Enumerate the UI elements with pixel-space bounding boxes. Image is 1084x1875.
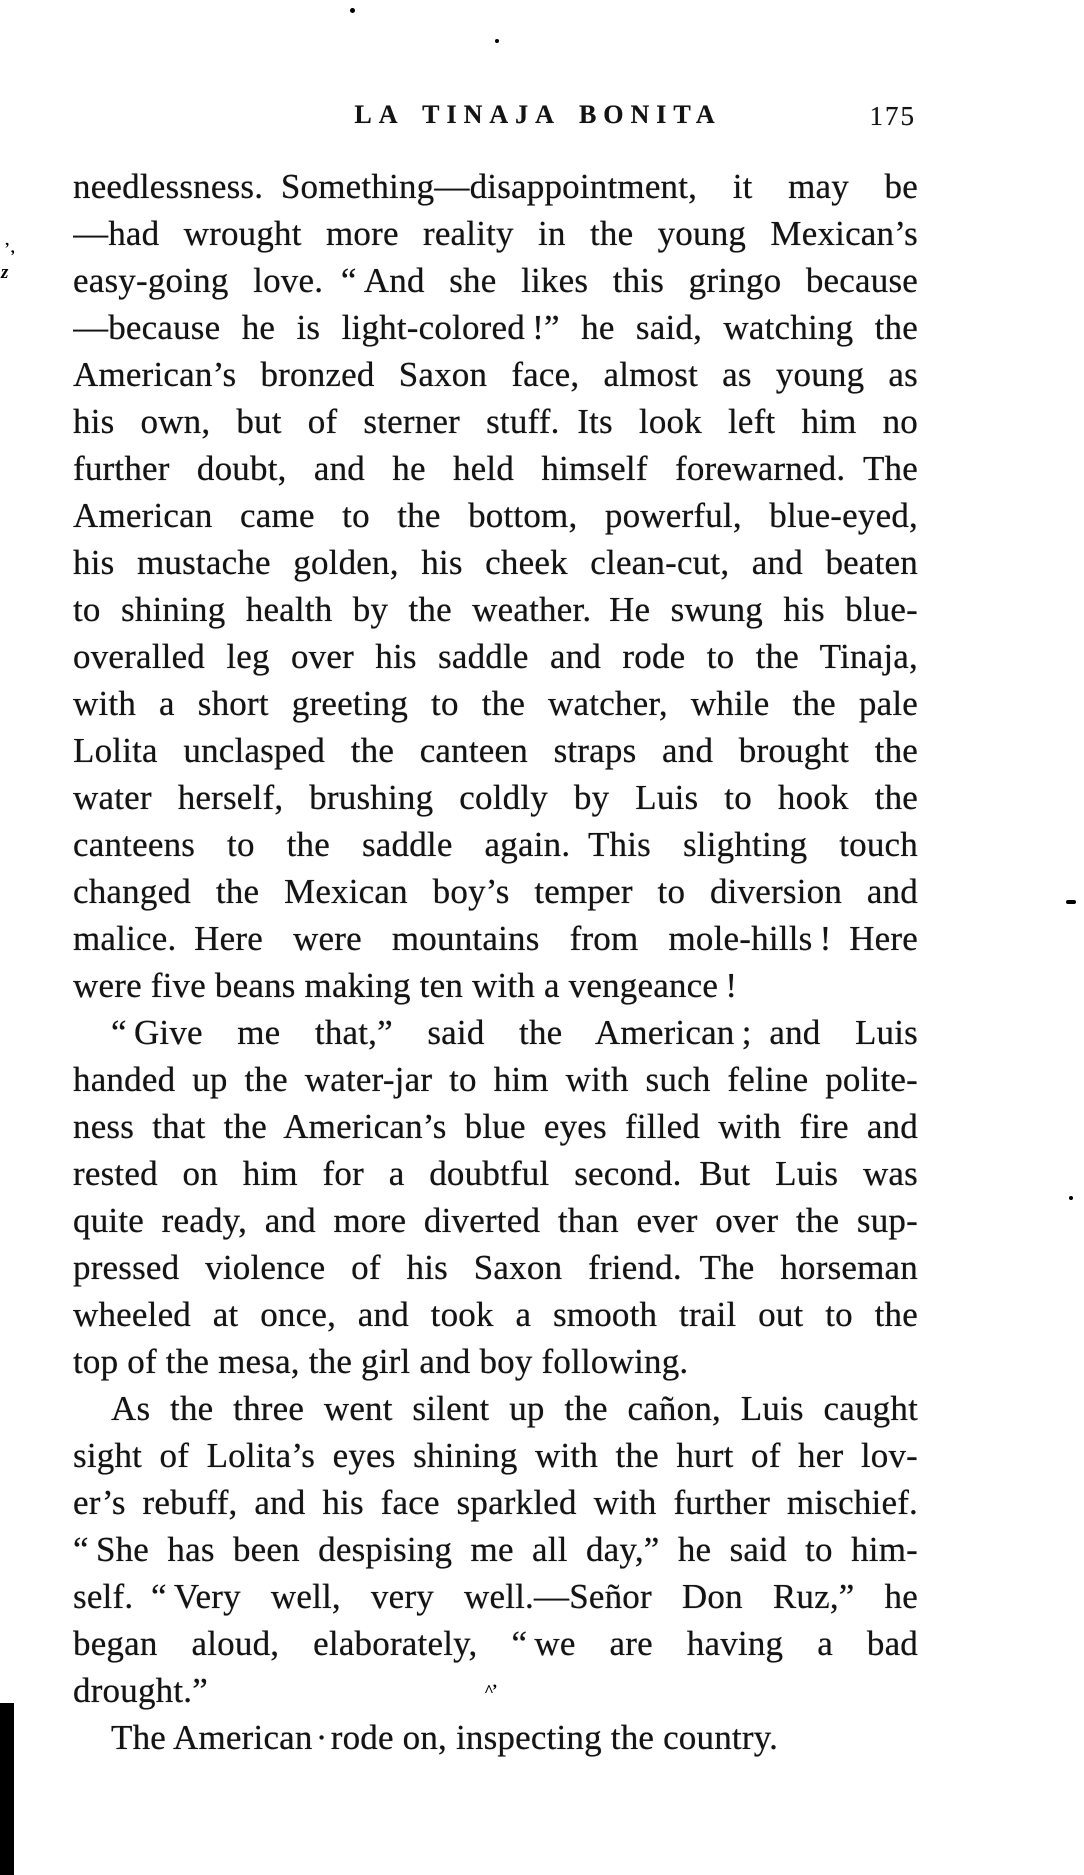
text-line: ness that the American’s blue eyes filled with fire and xyxy=(73,1107,918,1146)
text-line: Lolita unclasped the canteen straps and brought the xyxy=(73,731,918,770)
text-line: were five beans making ten with a vengeance ! xyxy=(73,966,738,1005)
text-line: further doubt, and he held himself forewarned. The xyxy=(73,449,918,488)
text-line: The American · rode on, inspecting the country. xyxy=(111,1718,779,1757)
text-line: “ She has been despising me all day,” he said to him- xyxy=(73,1530,918,1569)
text-line: self. “ Very well, very well.—Señor Don Ruz,” he xyxy=(73,1577,918,1616)
ink-speck xyxy=(1066,900,1076,904)
text-line: “ Give me that,” said the American ; and Luis xyxy=(111,1013,918,1052)
margin-ink-mark-top: ʼ, xyxy=(3,239,16,258)
caret-ink-mark: ^ʼ xyxy=(484,1681,496,1700)
text-line: —because he is light-colored !” he said, watching the xyxy=(73,308,918,347)
scan-edge-bar xyxy=(0,1703,14,1875)
text-line: drought.” xyxy=(73,1671,208,1710)
text-line: to shining health by the weather. He swung his blue- xyxy=(73,590,918,629)
text-line: began aloud, elaborately, “ we are having a bad xyxy=(73,1624,918,1663)
text-line: his mustache golden, his cheek clean-cut, and beaten xyxy=(73,543,918,582)
text-line: —had wrought more reality in the young Mexican’s xyxy=(73,214,918,253)
text-line: with a short greeting to the watcher, while the pale xyxy=(73,684,918,723)
ink-speck xyxy=(495,39,499,43)
page-number: 175 xyxy=(869,101,916,131)
page-header xyxy=(73,100,918,134)
text-line: canteens to the saddle again. This slighting touch xyxy=(73,825,918,864)
text-line: As the three went silent up the cañon, Luis caught xyxy=(111,1389,918,1428)
text-line: overalled leg over his saddle and rode to the Tinaja, xyxy=(73,637,918,676)
text-line: wheeled at once, and took a smooth trail out to the xyxy=(73,1295,918,1334)
ink-speck xyxy=(1069,1196,1073,1200)
text-block xyxy=(73,163,918,1761)
text-line: malice. Here were mountains from mole-hills ! Here xyxy=(73,919,918,958)
text-line: top of the mesa, the girl and boy following. xyxy=(73,1342,689,1381)
text-line: needlessness. Something—disappointment, it may be xyxy=(73,167,918,206)
text-line: quite ready, and more diverted than ever over the sup- xyxy=(73,1201,918,1240)
text-line: rested on him for a doubtful second. But Luis was xyxy=(73,1154,918,1193)
text-line: changed the Mexican boy’s temper to diversion and xyxy=(73,872,918,911)
text-line: pressed violence of his Saxon friend. The horseman xyxy=(73,1248,918,1287)
text-line: er’s rebuff, and his face sparkled with further mischief. xyxy=(73,1483,918,1522)
running-title: LA TINAJA BONITA xyxy=(354,100,722,129)
text-line: his own, but of sterner stuff. Its look left him no xyxy=(73,402,918,441)
text-line: American came to the bottom, powerful, blue-eyed, xyxy=(73,496,918,535)
text-line: handed up the water-jar to him with such feline polite- xyxy=(73,1060,918,1099)
ink-speck xyxy=(350,8,355,13)
text-line: sight of Lolita’s eyes shining with the hurt of her lov- xyxy=(73,1436,918,1475)
margin-ink-mark-bottom: z xyxy=(1,262,9,283)
text-line: easy-going love. “ And she likes this gringo because xyxy=(73,261,918,300)
text-line: water herself, brushing coldly by Luis to hook the xyxy=(73,778,918,817)
text-line: American’s bronzed Saxon face, almost as young as xyxy=(73,355,918,394)
